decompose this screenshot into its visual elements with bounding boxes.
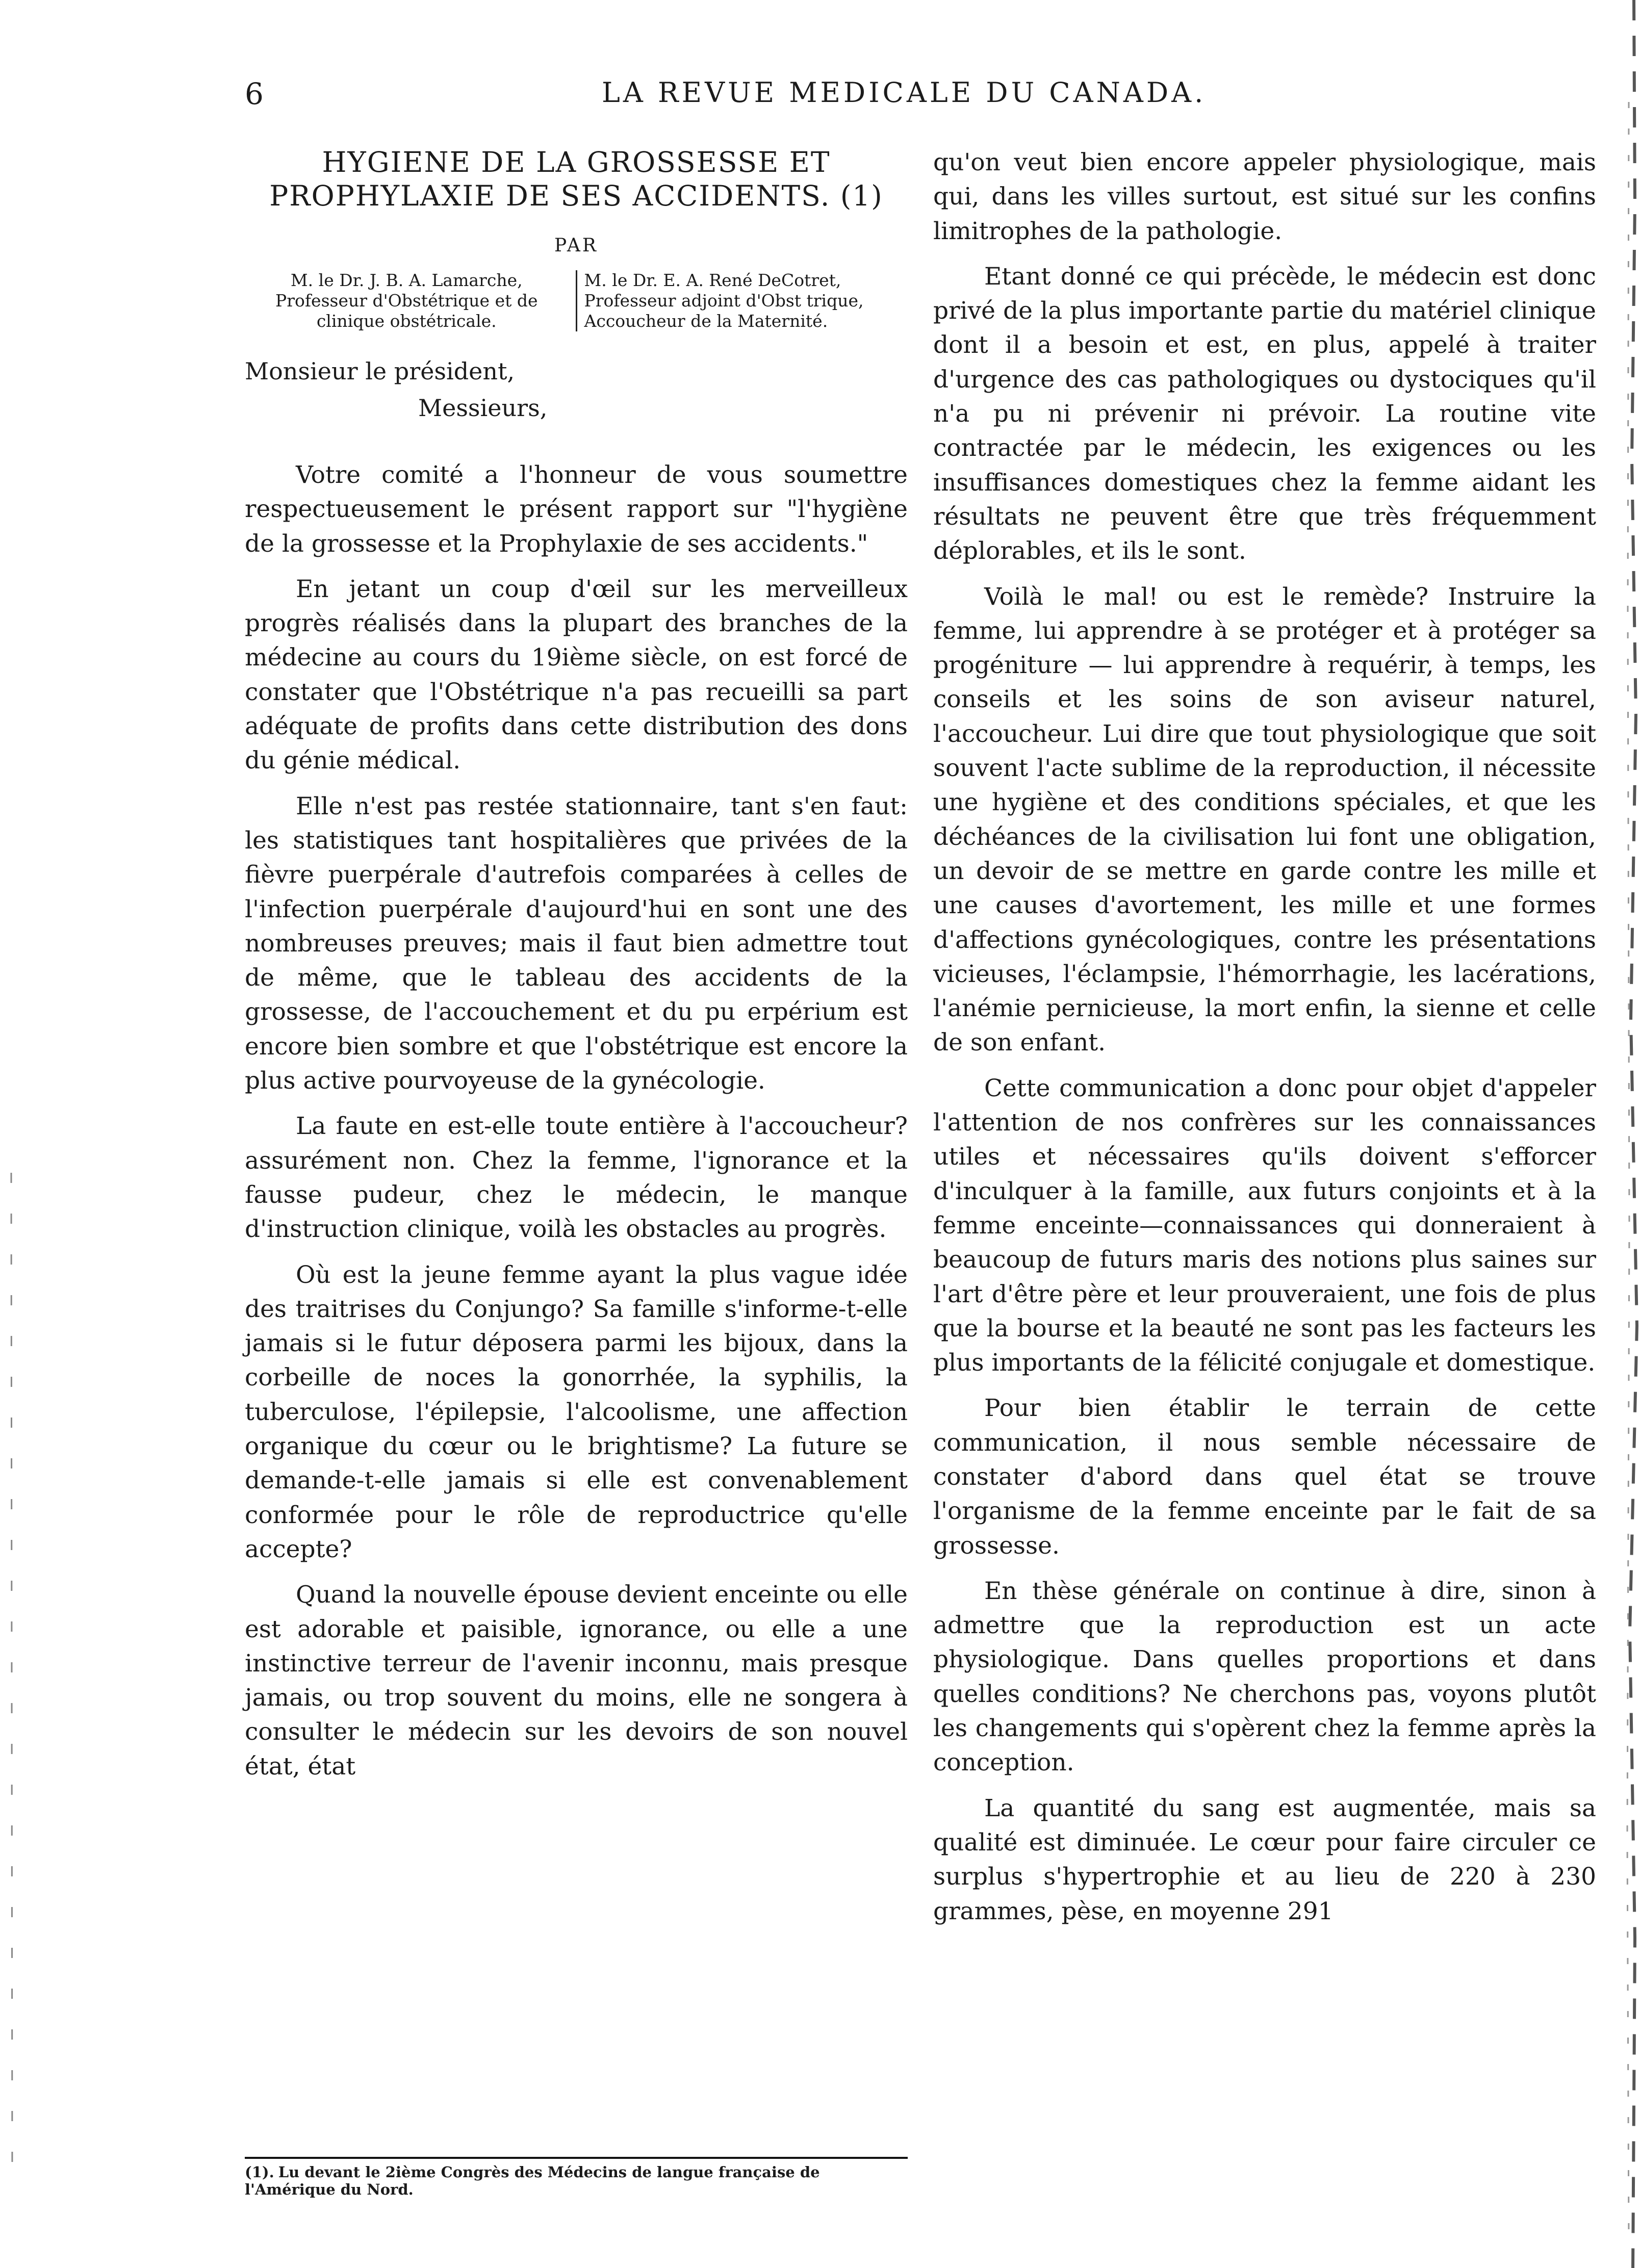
salutation-messieurs: Messieurs, xyxy=(418,394,548,422)
footnote-text: Lu devant le 2ième Congrès des Médecins de langue française de l'Amérique du Nord. xyxy=(245,2163,820,2198)
scan-edge-left xyxy=(8,1173,15,2193)
article-title: HYGIENE DE LA GROSSESSE ET PROPHYLAXIE DE SES ACCIDENTS. (1) xyxy=(269,146,883,212)
author-decotret: M. le Dr. E. A. René DeCotret, Professeur adjoint d'Obst trique, Accoucheur de la Maternité. xyxy=(576,270,908,331)
running-head: LA REVUE MEDICALE DU CANADA. xyxy=(602,76,1207,109)
byline-par: PAR xyxy=(554,235,599,256)
paragraph: En jetant un coup d'œil sur les merveilleux progrès réalisés dans la plupart des branches de la médecine au cours du 19ième siècle, on est forcé de constater que l'Obstétrique n'a pas recueilli sa part adéquate de profits dans cette distribution des dons du génie médical. xyxy=(245,575,908,775)
paragraph: Etant donné ce qui précède, le médecin est donc privé de la plus importante partie du matériel clinique dont il a besoin et est, en plus, appelé à traiter d'urgence des cas pathologiques ou dystociques qu'il n'a pu ni prévenir ni prévoir. La routine vite contractée par le médecin, les exigences ou les insuffisances domestiques chez la femme aidant les résultats ne peuvent être que très fréquemment déplorables, et ils le sont. xyxy=(933,262,1596,565)
scan-edge-right xyxy=(1625,0,1640,2268)
paragraph: La faute en est-elle toute entière à l'accoucheur? assurément non. Chez la femme, l'ignorance et la fausse pudeur, chez le médecin, le manque d'instruction clinique, voilà les obstacles au progrès. xyxy=(245,1112,908,1244)
paragraph-continuation: qu'on veut bien encore appeler physiologique, mais qui, dans les villes surtout, est situé sur les confins limitrophes de la pathologie. xyxy=(933,148,1596,245)
footnote-rule xyxy=(245,2157,908,2159)
paragraph: Voilà le mal! ou est le remède? Instruire la femme, lui apprendre à se protéger et à protéger sa progéniture — lui apprendre à requérir, à temps, les conseils et les soins de son aviseur naturel, l'accoucheur. Lui dire que tout physiologique que soit souvent l'acte sublime de la reproduction, il nécessite une hygiène et des conditions spéciales, et que les déchéances de la civilisation lui font une obligation, un devoir de se mettre en garde contre les mille et une causes d'avortement, les mille et une formes d'affections gynécologiques, contre les présentations vicieuses, l'éclampsie, l'hémorrhagie, les lacérations, l'anémie pernicieuse, la mort enfin, la sienne et celle de son enfant. xyxy=(933,582,1596,1057)
paragraph: En thèse générale on continue à dire, sinon à admettre que la reproduction est un acte physiologique. Dans quelles proportions et dans quelles conditions? Ne cherchons pas, voyons plutôt les changements qui s'opèrent chez la femme après la conception. xyxy=(933,1577,1596,1777)
paragraph: Elle n'est pas restée stationnaire, tant s'en faut: les statistiques tant hospitalières que privées de la fièvre puerpérale d'autrefois comparées à celles de l'infection puerpérale d'aujourd'hui en sont une des nombreuses preuves; mais il faut bien admettre tout de même, que le tableau des accidents de la grossesse, de l'accouchement et du pu erpérium est encore bien sombre et que l'obstétrique est encore la plus active pourvoyeuse de la gynécologie. xyxy=(245,792,908,1095)
left-column xyxy=(245,145,908,2198)
author-lamarche: M. le Dr. J. B. A. Lamarche, Professeur d'Obstétrique et de clinique obstétricale. xyxy=(275,270,538,331)
page-number: 6 xyxy=(245,76,264,111)
footnote xyxy=(245,2163,908,2198)
right-column xyxy=(933,145,1596,1940)
paragraph: Cette communication a donc pour objet d'appeler l'attention de nos confrères sur les connaissances utiles et nécessaires qu'ils doivent s'efforcer d'inculquer à la famille, aux futurs conjoints et à la femme enceinte—connaissances qui donneraient à beaucoup de futurs maris des notions plus saines sur l'art d'être père et leur prouveraient, une fois de plus que la bourse et la beauté ne sont pas les facteurs les plus importants de la félicité conjugale et domestique. xyxy=(933,1074,1596,1377)
paragraph: Où est la jeune femme ayant la plus vague idée des traitrises du Conjungo? Sa famille s'informe-t-elle jamais si le futur déposera parmi les bijoux, dans la corbeille de noces la gonorrhée, la syphilis, la tuberculose, l'épilepsie, l'alcoolisme, une affection organique du cœur ou le brightisme? La future se demande-t-elle jamais si elle est convenablement conformée pour le rôle de reproductrice qu'elle accepte? xyxy=(245,1260,908,1563)
page-header xyxy=(245,76,1530,122)
paragraph: La quantité du sang est augmentée, mais sa qualité est diminuée. Le cœur pour faire circuler ce surplus s'hypertrophie et au lieu de 220 à 230 grammes, pèse, en moyenne 291 xyxy=(933,1794,1596,1925)
salutation: Monsieur le président, xyxy=(245,357,515,385)
paragraph: Quand la nouvelle épouse devient enceinte ou elle est adorable et paisible, ignorance, ou elle a une instinctive terreur de l'avenir inconnu, mais presque jamais, ou trop souvent du moins, elle ne songera à consulter le médecin sur les devoirs de son nouvel état, état xyxy=(245,1581,908,1781)
paragraph: Pour bien établir le terrain de cette communication, il nous semble nécessaire de constater d'abord dans quel état se trouve l'organisme de la femme enceinte par le fait de sa grossesse. xyxy=(933,1394,1596,1560)
footnote-marker: (1). xyxy=(245,2163,274,2181)
paragraph: Votre comité a l'honneur de vous soumettre respectueusement le présent rapport sur "l'hygiène de la grossesse et la Prophylaxie de ses accidents." xyxy=(245,461,908,558)
author-block xyxy=(245,270,908,331)
